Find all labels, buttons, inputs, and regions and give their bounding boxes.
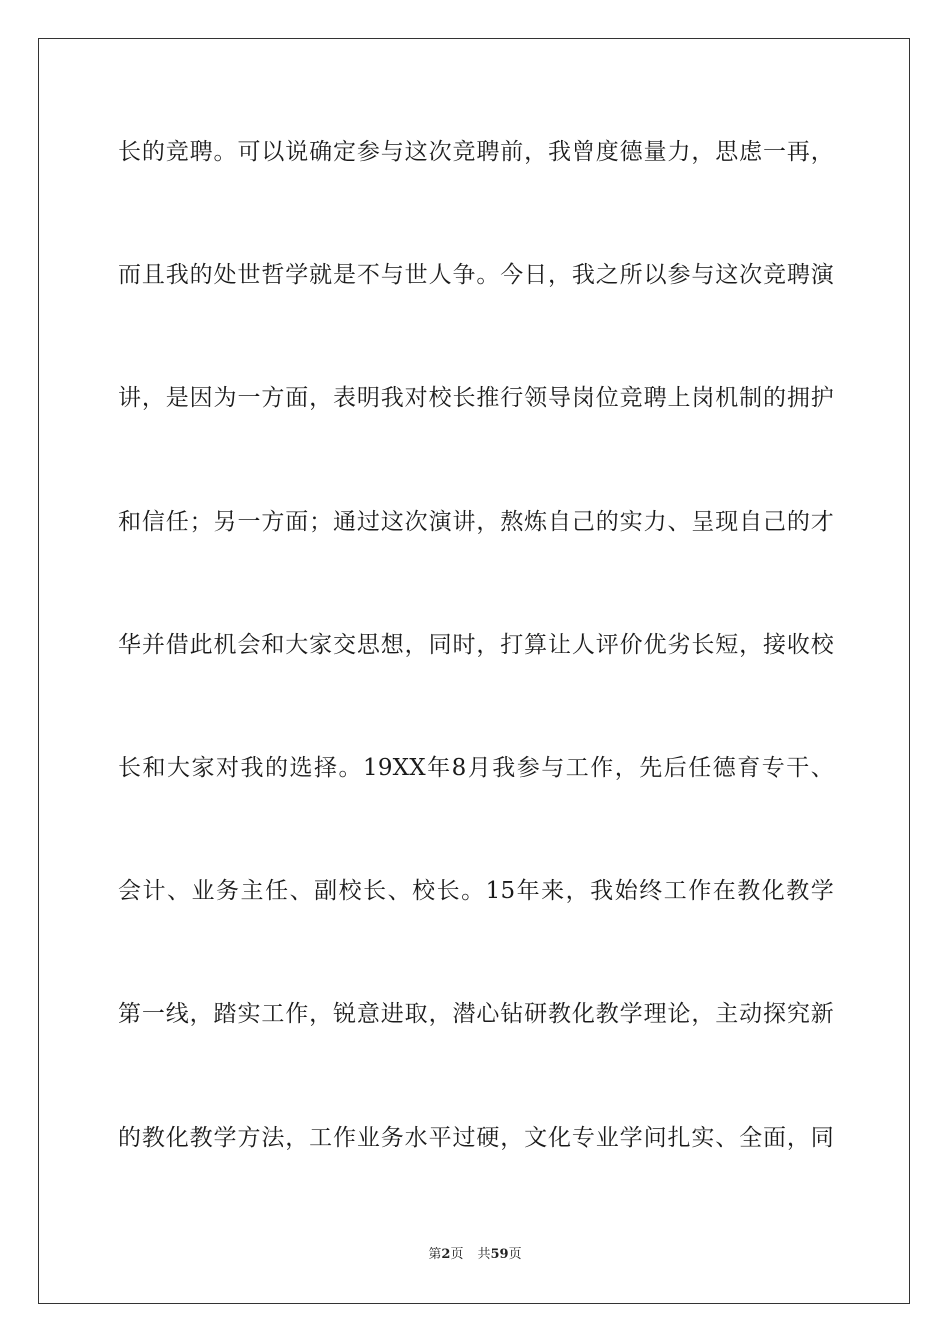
text-line: 长和大家对我的选择。19XX年8月我参与工作，先后任德育专干、 xyxy=(118,755,834,781)
text-line: 第一线，踏实工作，锐意进取，潜心钻研教化教学理论，主动探究新 xyxy=(118,1001,834,1027)
page-suffix: 页 xyxy=(450,1247,464,1262)
text-line: 的教化教学方法，工作业务水平过硬，文化专业学问扎实、全面，同 xyxy=(118,1125,834,1151)
page-border xyxy=(38,38,910,1304)
text-line: 讲，是因为一方面，表明我对校长推行领导岗位竞聘上岗机制的拥护 xyxy=(118,385,834,411)
text-line: 长的竞聘。可以说确定参与这次竞聘前，我曾度德量力，思虑一再， xyxy=(118,139,834,165)
text-line: 和信任；另一方面；通过这次演讲，熬炼自己的实力、呈现自己的才 xyxy=(118,509,834,535)
total-prefix: 共 xyxy=(477,1247,491,1262)
page-footer xyxy=(0,1246,950,1264)
total-suffix: 页 xyxy=(508,1247,522,1262)
text-line: 而且我的处世哲学就是不与世人争。今日，我之所以参与这次竞聘演 xyxy=(118,262,834,288)
total-page-count: 59 xyxy=(490,1247,509,1262)
page-prefix: 第 xyxy=(428,1247,442,1262)
text-line: 会计、业务主任、副校长、校长。15年来，我始终工作在教化教学 xyxy=(118,878,834,904)
text-line: 华并借此机会和大家交思想，同时，打算让人评价优劣长短，接收校 xyxy=(118,632,834,658)
current-page-number: 2 xyxy=(441,1247,451,1262)
